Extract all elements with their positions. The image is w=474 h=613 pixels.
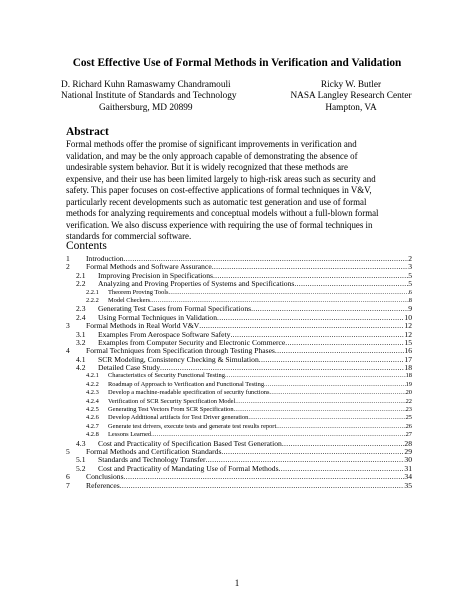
toc-leader-dots [150, 297, 409, 305]
toc-entry-number: 4.2.7 [86, 422, 99, 430]
toc-entry-page: 16 [404, 347, 412, 356]
abstract-line: standards for commercial software. [66, 231, 192, 241]
toc-entry-title: Examples from Computer Security and Electronic Commerce [98, 338, 286, 347]
toc-entry-page: 5 [408, 280, 412, 289]
authors-right-block [276, 80, 426, 114]
abstract-line: particularly recent developments such as automatic test generation and use of formal [66, 196, 367, 207]
toc-leader-dots [294, 280, 408, 288]
toc-entry-title: Lessons Learned [108, 431, 152, 439]
toc-entry-number: 4.3 [76, 438, 86, 448]
toc-entry-number: 4.2.3 [86, 389, 99, 397]
toc-entry-page: 18 [404, 364, 412, 373]
toc-entry-number: 4.1 [76, 354, 86, 364]
toc-entry-title: Conclusions [86, 473, 124, 482]
toc-entry[interactable] [66, 440, 412, 448]
toc-entry-page: 19 [405, 380, 412, 388]
toc-leader-dots [259, 356, 405, 364]
toc-entry[interactable] [66, 389, 412, 397]
toc-entry-page: 34 [404, 473, 412, 482]
toc-leader-dots [221, 448, 404, 456]
toc-entry[interactable] [66, 398, 412, 406]
toc-leader-dots [124, 255, 409, 263]
toc-entry-title: Develop Additional artifacts for Test Driver generation [108, 414, 249, 422]
toc-entry-page: 30 [404, 456, 412, 465]
toc-entry-page: 35 [404, 481, 412, 490]
toc-entry-title: Formal Methods and Certification Standards [86, 447, 222, 456]
toc-entry-number: 1 [66, 254, 70, 263]
toc-leader-dots [212, 263, 409, 271]
toc-leader-dots [269, 389, 405, 397]
toc-entry[interactable] [66, 414, 412, 422]
toc-leader-dots [279, 465, 405, 473]
toc-entry-page: 18 [405, 372, 412, 380]
abstract-line: undesirable system behavior. But it is widely recognized that these methods are [66, 162, 348, 172]
toc-entry-number: 2.2.1 [86, 288, 99, 296]
toc-entry[interactable] [66, 465, 412, 473]
toc-entry[interactable] [66, 322, 412, 330]
toc-entry[interactable] [66, 314, 412, 322]
toc-entry-page: 3 [408, 263, 412, 272]
toc-entry[interactable] [66, 448, 412, 456]
toc-entry-title: Examples From Aerospace Software Safety [98, 330, 231, 339]
toc-leader-dots [275, 347, 405, 355]
toc-entry-number: 5.2 [76, 463, 86, 473]
toc-entry[interactable] [66, 423, 412, 431]
author-affiliation-left: National Institute of Standards and Technology [61, 91, 237, 102]
toc-leader-dots [230, 331, 404, 339]
toc-entry-number: 2.1 [76, 270, 86, 280]
toc-leader-dots [285, 339, 404, 347]
toc-entry[interactable] [66, 272, 412, 280]
toc-entry-page: 25 [405, 414, 412, 422]
abstract-body [66, 139, 418, 243]
abstract-line: expensive, and their use has been limited largely to high-risk areas such as security and [66, 173, 376, 184]
toc-entry[interactable] [66, 364, 412, 372]
toc-leader-dots [234, 406, 406, 414]
abstract-line: Formal methods offer the promise of significant improvements in verification and [66, 139, 357, 149]
toc-entry-title: Detailed Case Study [98, 364, 161, 373]
toc-entry-title: Roadmap of Approach to Verification and Functional Testing [108, 380, 265, 388]
toc-leader-dots [124, 473, 405, 481]
toc-entry[interactable] [66, 473, 412, 481]
toc-leader-dots [264, 381, 406, 389]
toc-entry-title: Improving Precision in Specifications [98, 271, 213, 280]
toc-entry-number: 4.2 [76, 363, 86, 373]
paper-title: Cost Effective Use of Formal Methods in Verification and Validation [72, 57, 402, 69]
toc-leader-dots [225, 372, 406, 380]
toc-entry-title: Introduction [86, 255, 124, 263]
abstract-line: validation, and may be the only approach capable of demonstrating the absence of [66, 150, 358, 161]
toc-entry-number: 3.1 [76, 329, 86, 339]
toc-entry-page: 8 [408, 296, 412, 304]
toc-entry[interactable] [66, 263, 412, 271]
toc-entry-page: 6 [408, 288, 412, 296]
page-number: 1 [234, 578, 240, 588]
toc-entry-title: Generate test drivers, execute tests and generate test results report [108, 422, 277, 430]
toc-entry[interactable] [66, 347, 412, 355]
toc-entry-number: 3 [66, 321, 70, 331]
author-affiliation-right: NASA Langley Research Center [290, 91, 412, 102]
toc-leader-dots [213, 272, 408, 280]
toc-entry-page: 23 [405, 406, 412, 414]
abstract-heading: Abstract [66, 126, 109, 138]
toc-entry[interactable] [66, 431, 412, 439]
toc-entry-number: 4.2.4 [86, 397, 99, 405]
toc-entry-title: Theorem Proving Tools [108, 288, 169, 296]
toc-leader-dots [199, 322, 404, 330]
toc-entry-page: 12 [404, 322, 412, 331]
toc-entry-title: Generating Test Vectors From SCR Specification [108, 406, 234, 414]
toc-entry[interactable] [66, 356, 412, 364]
toc-entry-title: Using Formal Techniques in Validation [98, 313, 217, 322]
toc-entry-number: 2 [66, 262, 70, 272]
toc-entry-title: Cost and Practicality of Mandating Use of Formal Methods [98, 464, 279, 473]
toc-leader-dots [251, 305, 408, 313]
author-names-left: D. Richard Kuhn Ramaswamy Chandramouli [61, 80, 231, 90]
toc-entry-page: 22 [405, 397, 412, 405]
toc-leader-dots [276, 423, 405, 431]
table-of-contents [66, 255, 412, 490]
toc-entry[interactable] [66, 482, 412, 490]
toc-entry-title: Characteristics of Security Functional Testing [108, 372, 225, 380]
toc-entry-page: 27 [405, 431, 412, 439]
toc-leader-dots [151, 431, 405, 439]
toc-leader-dots [235, 398, 405, 406]
toc-entry-number: 4.2.6 [86, 414, 99, 422]
toc-entry-page: 12 [404, 330, 412, 339]
toc-entry-title: Formal Techniques from Specification through Testing Phases [86, 347, 275, 356]
toc-entry-page: 31 [404, 464, 412, 473]
toc-entry[interactable] [66, 280, 412, 288]
toc-leader-dots [248, 414, 405, 422]
toc-entry-number: 2.2.2 [86, 296, 99, 304]
toc-entry-number: 5.1 [76, 455, 86, 465]
toc-entry-page: 5 [408, 271, 412, 280]
toc-entry[interactable] [66, 406, 412, 414]
toc-entry-page: 17 [404, 355, 412, 364]
toc-entry-page: 29 [404, 447, 412, 456]
contents-heading: Contents [66, 240, 107, 252]
toc-entry[interactable] [66, 305, 412, 313]
toc-entry[interactable] [66, 372, 412, 380]
toc-leader-dots [206, 456, 405, 464]
toc-entry-page: 9 [408, 305, 412, 314]
toc-entry-title: Develop a machine-readable specification of security functions [108, 389, 270, 397]
toc-entry-number: 7 [66, 480, 70, 490]
toc-entry-number: 4.2.1 [86, 372, 99, 380]
author-location-right: Hampton, VA [325, 102, 377, 113]
toc-entry-number: 2.4 [76, 312, 86, 322]
toc-entry-title: Model Checkers [108, 296, 151, 304]
toc-leader-dots [169, 289, 409, 297]
toc-entry-title: Analyzing and Proving Properties of Systems and Specifications [98, 280, 295, 289]
toc-entry[interactable] [66, 331, 412, 339]
toc-entry-page: 2 [408, 255, 412, 263]
toc-leader-dots [217, 314, 404, 322]
toc-entry-number: 6 [66, 472, 70, 482]
toc-entry-number: 3.2 [76, 337, 86, 347]
toc-entry-page: 28 [404, 439, 412, 448]
toc-entry-number: 5 [66, 446, 70, 456]
toc-entry-title: Formal Methods and Software Assurance [86, 263, 212, 272]
toc-entry-title: Formal Methods in Real World V&V [86, 322, 200, 331]
toc-entry-number: 2.3 [76, 304, 86, 314]
toc-entry[interactable] [66, 381, 412, 389]
toc-entry-title: References [86, 481, 120, 490]
toc-entry-title: Cost and Practicality of Specification Based Test Generation [98, 439, 282, 448]
toc-entry-number: 2.2 [76, 279, 86, 289]
abstract-line: methods for analyzing requirements and conceptual models without a full-blown formal [66, 208, 379, 218]
toc-leader-dots [282, 440, 405, 448]
toc-entry-page: 26 [405, 422, 412, 430]
abstract-line: verification. We also discuss experience with requiring the use of formal techniques in [66, 219, 373, 230]
toc-entry[interactable] [66, 297, 412, 305]
toc-entry-title: Verification of SCR Security Specification Model [108, 397, 236, 405]
toc-entry-number: 4 [66, 346, 70, 356]
toc-entry-page: 10 [404, 313, 412, 322]
toc-leader-dots [120, 482, 405, 490]
toc-entry[interactable] [66, 339, 412, 347]
author-name-right: Ricky W. Butler [320, 80, 382, 90]
toc-entry[interactable] [66, 289, 412, 297]
author-location-left: Gaithersburg, MD 20899 [99, 102, 193, 113]
abstract-line: safety. This paper focuses on cost-effective applications of formal techniques in V&V, [66, 185, 372, 195]
toc-entry[interactable] [66, 255, 412, 263]
toc-entry-number: 4.2.8 [86, 431, 99, 439]
authors-left-block [61, 80, 237, 114]
toc-entry-page: 20 [405, 389, 412, 397]
toc-entry-number: 4.2.2 [86, 380, 99, 388]
toc-entry[interactable] [66, 456, 412, 464]
toc-leader-dots [160, 364, 404, 372]
toc-entry-title: SCR Modeling, Consistency Checking & Simulation [98, 355, 259, 364]
toc-entry-title: Generating Test Cases from Formal Specifications [98, 305, 252, 314]
toc-entry-number: 4.2.5 [86, 406, 99, 414]
toc-entry-title: Standards and Technology Transfer [98, 456, 206, 465]
toc-entry-page: 15 [404, 338, 412, 347]
